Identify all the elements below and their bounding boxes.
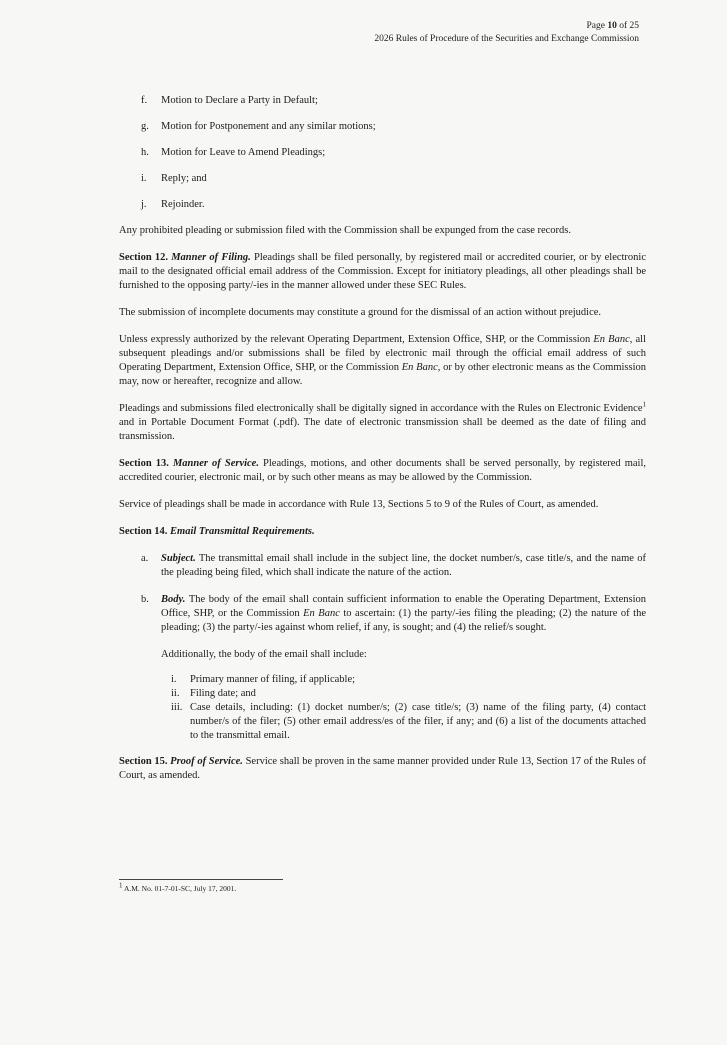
section-12-paragraph: Section 12. Manner of Filing. Pleadings shall be filed personally, by registered mail or accredited courier, or by electronic mail to the designated official email address of the Commission. Except for initiatory pleadings, all other pleadings shall be furnished to the opposing party/-ies in the manner allowed under these SEC Rules. [119, 252, 647, 291]
list-item: f. Motion to Declare a Party in Default; [141, 95, 318, 106]
footnote: $^1$ A.M. No. 01-7-01-SC, July 17, 2001. [119, 881, 237, 893]
expunge-paragraph: Any prohibited pleading or submission filed with the Commission shall be expunged from the case records. [119, 225, 572, 236]
section-12-electronic-filing-paragraph: Unless expressly authorized by the relevant Operating Department, Extension Office, SHP, or the Commission En Banc, all subsequent pleadings and/or submissions shall be filed by electronic mail through the official email address of such Operating Department, Extension Office, SHP, or the Commission En Banc, or by other electronic means as the Commission may, now or hereafter, recognize and allow. [119, 334, 646, 387]
page-number: Page 10 of 25 [586, 21, 639, 31]
page-header [374, 20, 639, 46]
list-item: i. Reply; and [141, 173, 207, 184]
email-body-requirements-list [119, 673, 646, 743]
footnote-reference: 1 [642, 400, 646, 409]
section-12-incomplete-paragraph: The submission of incomplete documents may constitute a ground for the dismissal of an action without prejudice. [119, 307, 602, 318]
section-14-additionally: Additionally, the body of the email shall include: [161, 649, 367, 660]
footnote-divider [119, 879, 283, 880]
list-item: h. Motion for Leave to Amend Pleadings; [141, 147, 326, 158]
section-13-paragraph: Section 13. Manner of Service. Pleadings, motions, and other documents shall be served personally, by registered mail, accredited courier, electronic mail, or by such other means as may be allowed by the Commission. [119, 458, 647, 483]
section-15-paragraph: Section 15. Proof of Service. Service shall be proven in the same manner provided under Rule 13, Section 17 of the Rules of Court, as amended. [119, 756, 647, 781]
list-item: i. Primary manner of filing, if applicable; [171, 674, 356, 685]
section-13-service-paragraph: Service of pleadings shall be made in accordance with Rule 13, Sections 5 to 9 of the Rules of Court, as amended. [119, 499, 599, 510]
page-content [119, 94, 646, 796]
list-item: g. Motion for Postponement and any similar motions; [141, 121, 376, 132]
list-item: j. Rejoinder. [141, 199, 205, 210]
section-14-subject-item: a. Subject. The transmittal email shall include in the subject line, the docket number/s, case title/s, and the name of the pleading being filed, which shall indicate the nature of the action. [141, 553, 646, 578]
list-item: iii. Case details, including: (1) docket number/s; (2) case title/s; (3) name of the filing party, (4) contact number/s of the filer; (5) other email address/es of the filer, if any; and (6) a list of the documents attached to the transmittal email. [171, 702, 646, 741]
section-12-digital-signature-paragraph: Pleadings and submissions filed electronically shall be digitally signed in accordance with the Rules on Electronic Evidence$^1$ and in Portable Document Format (.pdf). The date of electronic transmission shall be deemed as the date of filing and transmission. [119, 400, 646, 442]
list-item: ii. Filing date; and [171, 688, 256, 699]
document-title: 2026 Rules of Procedure of the Securities and Exchange Commission [374, 34, 639, 44]
section-14-body-item: b. Body. The body of the email shall contain sufficient information to enable the Operating Department, Extension Office, SHP, or the Commission En Banc to ascertain: (1) the party/-ies filing the pleading; (2) the nature of the pleading; (3) the party/-ies against whom relief, if any, is sought; and (4) the relief/s sought. [141, 594, 646, 633]
prohibited-pleadings-list [119, 94, 646, 212]
section-14-heading: Section 14. Email Transmittal Requirements. [119, 526, 315, 537]
